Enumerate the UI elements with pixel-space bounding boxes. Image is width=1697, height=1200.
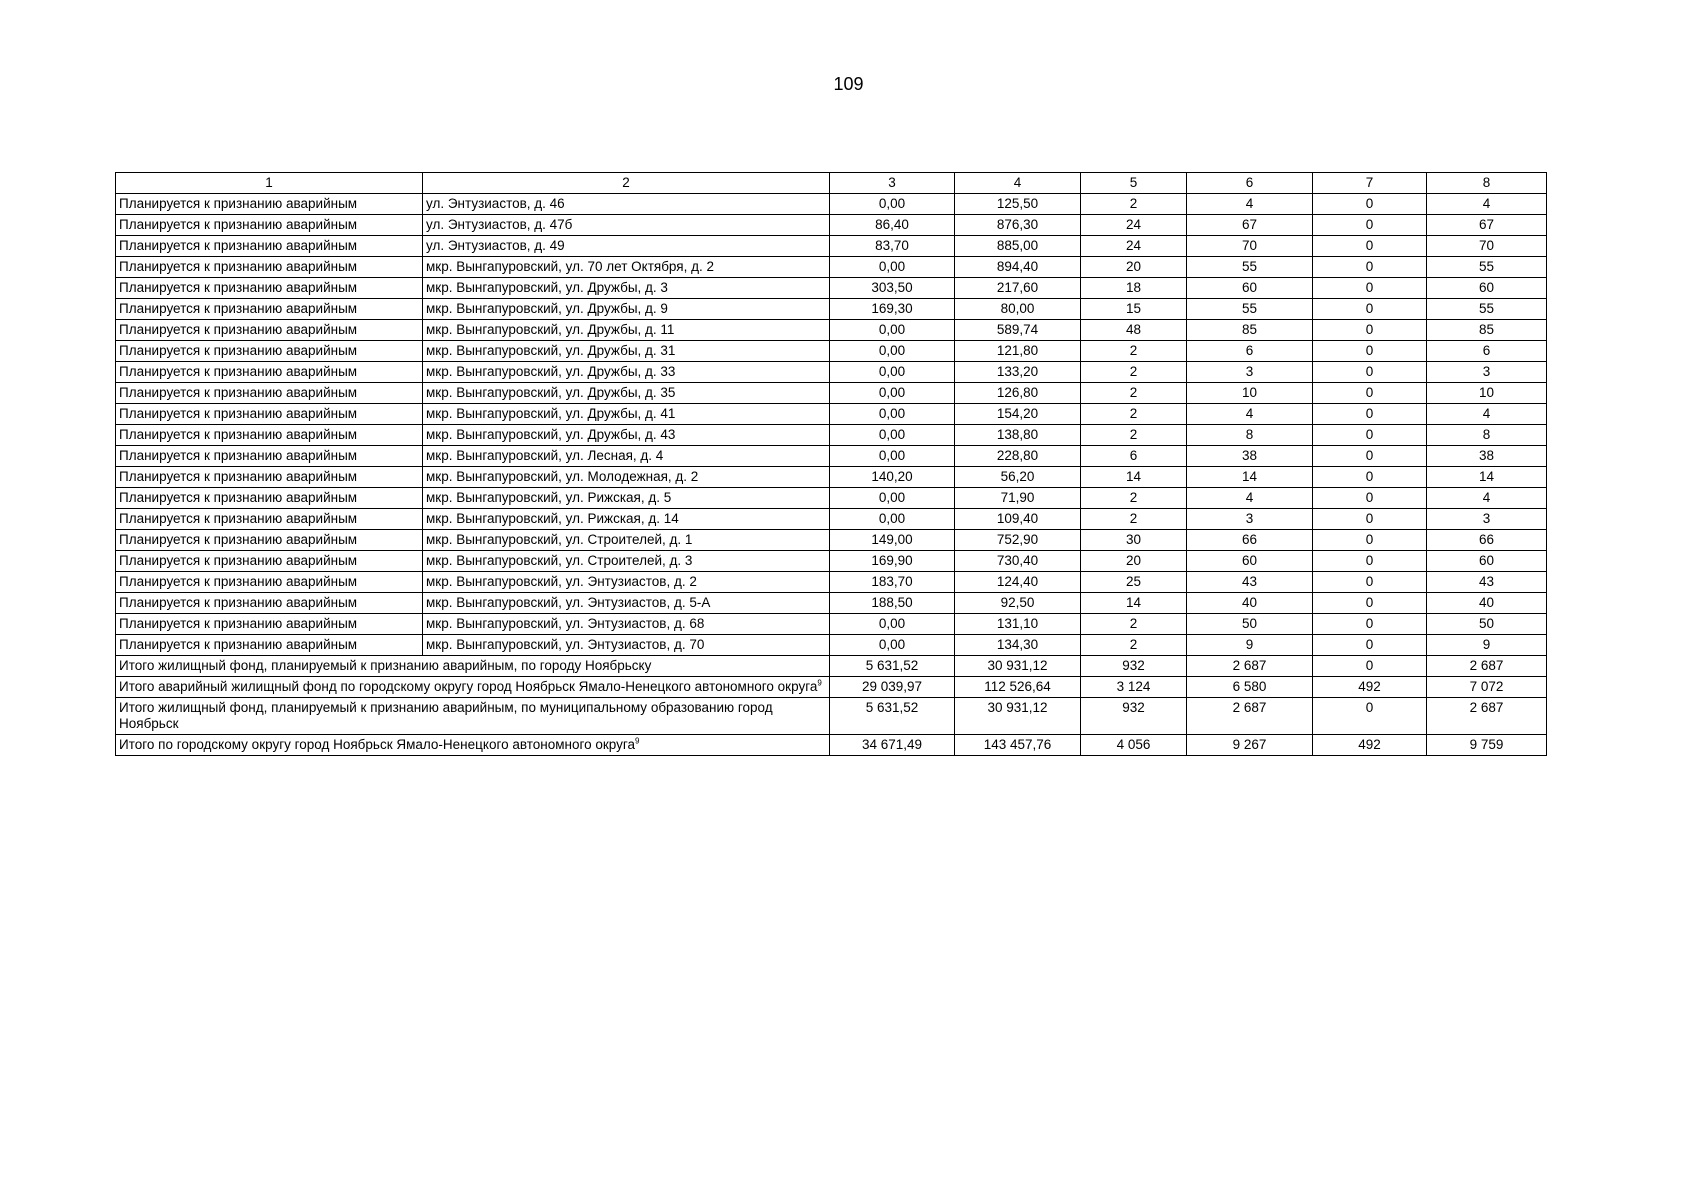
value-cell-c8: 43 [1427,572,1547,593]
address-cell: мкр. Вынгапуровский, ул. Рижская, д. 14 [423,509,830,530]
table-row [116,383,1547,404]
status-cell: Планируется к признанию аварийным [116,194,423,215]
address-cell: мкр. Вынгапуровский, ул. Лесная, д. 4 [423,446,830,467]
total-label-cell [116,677,830,698]
header-cell: 5 [1081,173,1187,194]
value-cell-c8: 60 [1427,278,1547,299]
value-cell-c4: 228,80 [955,446,1081,467]
value-cell-c8: 60 [1427,551,1547,572]
table-row [116,299,1547,320]
total-value-cell-c8: 9 759 [1427,735,1547,756]
value-cell-c4: 217,60 [955,278,1081,299]
value-cell-c3: 183,70 [830,572,955,593]
status-cell: Планируется к признанию аварийным [116,593,423,614]
value-cell-c8: 40 [1427,593,1547,614]
value-cell-c5: 2 [1081,404,1187,425]
total-value-cell-c4: 30 931,12 [955,698,1081,735]
value-cell-c4: 109,40 [955,509,1081,530]
table-body [116,173,1547,756]
total-value-cell-c8: 2 687 [1427,698,1547,735]
status-cell: Планируется к признанию аварийным [116,236,423,257]
value-cell-c8: 38 [1427,446,1547,467]
value-cell-c3: 169,90 [830,551,955,572]
total-value-cell-c8: 2 687 [1427,656,1547,677]
value-cell-c5: 2 [1081,425,1187,446]
value-cell-c4: 894,40 [955,257,1081,278]
header-cell: 1 [116,173,423,194]
value-cell-c3: 0,00 [830,194,955,215]
value-cell-c4: 589,74 [955,320,1081,341]
value-cell-c3: 0,00 [830,446,955,467]
value-cell-c8: 70 [1427,236,1547,257]
address-cell: мкр. Вынгапуровский, ул. Энтузиастов, д. 68 [423,614,830,635]
table-row [116,572,1547,593]
table-row [116,341,1547,362]
status-cell: Планируется к признанию аварийным [116,551,423,572]
value-cell-c3: 0,00 [830,509,955,530]
address-cell: мкр. Вынгапуровский, ул. Дружбы, д. 33 [423,362,830,383]
address-cell: мкр. Вынгапуровский, ул. Рижская, д. 5 [423,488,830,509]
value-cell-c6: 43 [1187,572,1313,593]
total-label-cell [116,735,830,756]
total-value-cell-c6: 2 687 [1187,698,1313,735]
status-cell: Планируется к признанию аварийным [116,530,423,551]
value-cell-c6: 3 [1187,362,1313,383]
value-cell-c3: 0,00 [830,635,955,656]
address-cell: мкр. Вынгапуровский, ул. Дружбы, д. 31 [423,341,830,362]
status-cell: Планируется к признанию аварийным [116,572,423,593]
value-cell-c3: 188,50 [830,593,955,614]
value-cell-c7: 0 [1313,446,1427,467]
value-cell-c7: 0 [1313,299,1427,320]
value-cell-c8: 66 [1427,530,1547,551]
value-cell-c4: 121,80 [955,341,1081,362]
header-cell: 6 [1187,173,1313,194]
value-cell-c5: 24 [1081,236,1187,257]
value-cell-c4: 154,20 [955,404,1081,425]
total-value-cell-c4: 143 457,76 [955,735,1081,756]
total-value-cell-c3: 5 631,52 [830,656,955,677]
value-cell-c3: 0,00 [830,425,955,446]
total-value-cell-c6: 9 267 [1187,735,1313,756]
value-cell-c5: 30 [1081,530,1187,551]
table-row [116,404,1547,425]
status-cell: Планируется к признанию аварийным [116,215,423,236]
value-cell-c7: 0 [1313,551,1427,572]
value-cell-c6: 6 [1187,341,1313,362]
value-cell-c5: 6 [1081,446,1187,467]
total-value-cell-c7: 0 [1313,656,1427,677]
table-row [116,362,1547,383]
status-cell: Планируется к признанию аварийным [116,467,423,488]
value-cell-c7: 0 [1313,320,1427,341]
value-cell-c5: 2 [1081,341,1187,362]
value-cell-c6: 66 [1187,530,1313,551]
address-cell: мкр. Вынгапуровский, ул. Энтузиастов, д. 70 [423,635,830,656]
status-cell: Планируется к признанию аварийным [116,341,423,362]
status-cell: Планируется к признанию аварийным [116,383,423,404]
address-cell: мкр. Вынгапуровский, ул. Дружбы, д. 35 [423,383,830,404]
value-cell-c6: 67 [1187,215,1313,236]
value-cell-c6: 14 [1187,467,1313,488]
status-cell: Планируется к признанию аварийным [116,488,423,509]
value-cell-c6: 70 [1187,236,1313,257]
total-value-cell-c6: 2 687 [1187,656,1313,677]
status-cell: Планируется к признанию аварийным [116,635,423,656]
value-cell-c7: 0 [1313,362,1427,383]
status-cell: Планируется к признанию аварийным [116,362,423,383]
address-cell: мкр. Вынгапуровский, ул. Энтузиастов, д. 5-А [423,593,830,614]
header-cell: 8 [1427,173,1547,194]
value-cell-c5: 2 [1081,194,1187,215]
value-cell-c8: 85 [1427,320,1547,341]
address-cell: мкр. Вынгапуровский, ул. Строителей, д. 1 [423,530,830,551]
footnote-marker: 9 [817,678,822,688]
table-row [116,446,1547,467]
value-cell-c5: 2 [1081,614,1187,635]
total-value-cell-c7: 492 [1313,735,1427,756]
value-cell-c5: 14 [1081,467,1187,488]
value-cell-c6: 55 [1187,299,1313,320]
value-cell-c8: 8 [1427,425,1547,446]
header-row [116,173,1547,194]
value-cell-c8: 50 [1427,614,1547,635]
value-cell-c6: 8 [1187,425,1313,446]
address-cell: мкр. Вынгапуровский, ул. Строителей, д. 3 [423,551,830,572]
value-cell-c5: 14 [1081,593,1187,614]
value-cell-c7: 0 [1313,593,1427,614]
value-cell-c5: 2 [1081,488,1187,509]
value-cell-c7: 0 [1313,488,1427,509]
value-cell-c4: 56,20 [955,467,1081,488]
value-cell-c6: 3 [1187,509,1313,530]
table-row [116,488,1547,509]
table-row [116,278,1547,299]
total-value-cell-c5: 4 056 [1081,735,1187,756]
value-cell-c4: 730,40 [955,551,1081,572]
table-row [116,467,1547,488]
value-cell-c4: 876,30 [955,215,1081,236]
address-cell: мкр. Вынгапуровский, ул. 70 лет Октября, д. 2 [423,257,830,278]
total-value-cell-c8: 7 072 [1427,677,1547,698]
value-cell-c6: 9 [1187,635,1313,656]
value-cell-c7: 0 [1313,572,1427,593]
header-cell: 4 [955,173,1081,194]
table-row [116,614,1547,635]
value-cell-c4: 752,90 [955,530,1081,551]
table-row [116,236,1547,257]
value-cell-c4: 138,80 [955,425,1081,446]
table-row [116,257,1547,278]
value-cell-c7: 0 [1313,257,1427,278]
address-cell: мкр. Вынгапуровский, ул. Дружбы, д. 41 [423,404,830,425]
address-cell: ул. Энтузиастов, д. 46 [423,194,830,215]
value-cell-c6: 4 [1187,404,1313,425]
value-cell-c7: 0 [1313,278,1427,299]
value-cell-c6: 60 [1187,551,1313,572]
status-cell: Планируется к признанию аварийным [116,404,423,425]
value-cell-c3: 0,00 [830,362,955,383]
value-cell-c3: 303,50 [830,278,955,299]
value-cell-c7: 0 [1313,383,1427,404]
value-cell-c8: 67 [1427,215,1547,236]
value-cell-c3: 0,00 [830,383,955,404]
table-row [116,215,1547,236]
total-label: Итого жилищный фонд, планируемый к признанию аварийным, по муниципальному образованию город Ноябрьск [119,700,773,731]
value-cell-c6: 38 [1187,446,1313,467]
value-cell-c8: 3 [1427,509,1547,530]
status-cell: Планируется к признанию аварийным [116,509,423,530]
total-row [116,735,1547,756]
value-cell-c5: 2 [1081,635,1187,656]
total-row [116,677,1547,698]
header-cell: 7 [1313,173,1427,194]
address-cell: мкр. Вынгапуровский, ул. Энтузиастов, д. 2 [423,572,830,593]
status-cell: Планируется к признанию аварийным [116,299,423,320]
total-value-cell-c3: 34 671,49 [830,735,955,756]
value-cell-c8: 4 [1427,404,1547,425]
header-cell: 3 [830,173,955,194]
value-cell-c3: 0,00 [830,614,955,635]
address-cell: мкр. Вынгапуровский, ул. Дружбы, д. 9 [423,299,830,320]
value-cell-c7: 0 [1313,635,1427,656]
value-cell-c4: 124,40 [955,572,1081,593]
table-row [116,551,1547,572]
value-cell-c6: 50 [1187,614,1313,635]
total-value-cell-c4: 112 526,64 [955,677,1081,698]
total-row [116,656,1547,677]
value-cell-c3: 0,00 [830,257,955,278]
value-cell-c5: 24 [1081,215,1187,236]
value-cell-c7: 0 [1313,614,1427,635]
value-cell-c7: 0 [1313,425,1427,446]
value-cell-c5: 20 [1081,551,1187,572]
value-cell-c4: 71,90 [955,488,1081,509]
value-cell-c8: 4 [1427,194,1547,215]
address-cell: ул. Энтузиастов, д. 49 [423,236,830,257]
value-cell-c7: 0 [1313,236,1427,257]
status-cell: Планируется к признанию аварийным [116,425,423,446]
total-value-cell-c5: 932 [1081,656,1187,677]
value-cell-c5: 2 [1081,362,1187,383]
value-cell-c7: 0 [1313,509,1427,530]
status-cell: Планируется к признанию аварийным [116,320,423,341]
status-cell: Планируется к признанию аварийным [116,446,423,467]
value-cell-c3: 0,00 [830,341,955,362]
value-cell-c8: 6 [1427,341,1547,362]
value-cell-c6: 55 [1187,257,1313,278]
table-row [116,530,1547,551]
total-label-cell [116,656,830,677]
value-cell-c3: 149,00 [830,530,955,551]
value-cell-c4: 80,00 [955,299,1081,320]
total-label: Итого аварийный жилищный фонд по городскому округу город Ноябрьск Ямало-Ненецкого автономного округа [119,679,818,694]
value-cell-c8: 55 [1427,257,1547,278]
total-label: Итого жилищный фонд, планируемый к признанию аварийным, по городу Ноябрьску [119,658,652,673]
value-cell-c7: 0 [1313,404,1427,425]
value-cell-c3: 0,00 [830,320,955,341]
housing-table [115,172,1547,756]
total-row [116,698,1547,735]
value-cell-c5: 25 [1081,572,1187,593]
value-cell-c5: 2 [1081,383,1187,404]
total-value-cell-c6: 6 580 [1187,677,1313,698]
value-cell-c5: 20 [1081,257,1187,278]
total-value-cell-c5: 3 124 [1081,677,1187,698]
value-cell-c4: 125,50 [955,194,1081,215]
address-cell: ул. Энтузиастов, д. 47б [423,215,830,236]
value-cell-c6: 10 [1187,383,1313,404]
value-cell-c4: 133,20 [955,362,1081,383]
value-cell-c3: 86,40 [830,215,955,236]
value-cell-c8: 14 [1427,467,1547,488]
table-row [116,635,1547,656]
value-cell-c3: 0,00 [830,404,955,425]
value-cell-c4: 885,00 [955,236,1081,257]
value-cell-c8: 3 [1427,362,1547,383]
value-cell-c7: 0 [1313,467,1427,488]
status-cell: Планируется к признанию аварийным [116,257,423,278]
value-cell-c8: 55 [1427,299,1547,320]
total-value-cell-c7: 0 [1313,698,1427,735]
status-cell: Планируется к признанию аварийным [116,614,423,635]
value-cell-c6: 60 [1187,278,1313,299]
total-value-cell-c5: 932 [1081,698,1187,735]
value-cell-c6: 4 [1187,488,1313,509]
address-cell: мкр. Вынгапуровский, ул. Дружбы, д. 11 [423,320,830,341]
header-cell: 2 [423,173,830,194]
value-cell-c8: 4 [1427,488,1547,509]
value-cell-c4: 126,80 [955,383,1081,404]
value-cell-c4: 134,30 [955,635,1081,656]
value-cell-c8: 9 [1427,635,1547,656]
total-value-cell-c4: 30 931,12 [955,656,1081,677]
value-cell-c8: 10 [1427,383,1547,404]
footnote-marker: 9 [635,736,640,746]
value-cell-c4: 92,50 [955,593,1081,614]
value-cell-c4: 131,10 [955,614,1081,635]
value-cell-c6: 85 [1187,320,1313,341]
table-row [116,194,1547,215]
table-row [116,320,1547,341]
total-value-cell-c3: 5 631,52 [830,698,955,735]
value-cell-c7: 0 [1313,215,1427,236]
value-cell-c5: 18 [1081,278,1187,299]
value-cell-c5: 48 [1081,320,1187,341]
value-cell-c7: 0 [1313,194,1427,215]
value-cell-c5: 15 [1081,299,1187,320]
address-cell: мкр. Вынгапуровский, ул. Молодежная, д. 2 [423,467,830,488]
value-cell-c3: 140,20 [830,467,955,488]
table-row [116,509,1547,530]
total-value-cell-c7: 492 [1313,677,1427,698]
table-row [116,425,1547,446]
status-cell: Планируется к признанию аварийным [116,278,423,299]
total-value-cell-c3: 29 039,97 [830,677,955,698]
value-cell-c7: 0 [1313,341,1427,362]
page-number: 109 [833,74,864,94]
total-label: Итого по городскому округу город Ноябрьск Ямало-Ненецкого автономного округа [119,737,636,752]
total-label-cell [116,698,830,735]
value-cell-c3: 0,00 [830,488,955,509]
value-cell-c6: 4 [1187,194,1313,215]
address-cell: мкр. Вынгапуровский, ул. Дружбы, д. 43 [423,425,830,446]
value-cell-c7: 0 [1313,530,1427,551]
value-cell-c3: 83,70 [830,236,955,257]
value-cell-c5: 2 [1081,509,1187,530]
table-row [116,593,1547,614]
address-cell: мкр. Вынгапуровский, ул. Дружбы, д. 3 [423,278,830,299]
value-cell-c6: 40 [1187,593,1313,614]
value-cell-c3: 169,30 [830,299,955,320]
